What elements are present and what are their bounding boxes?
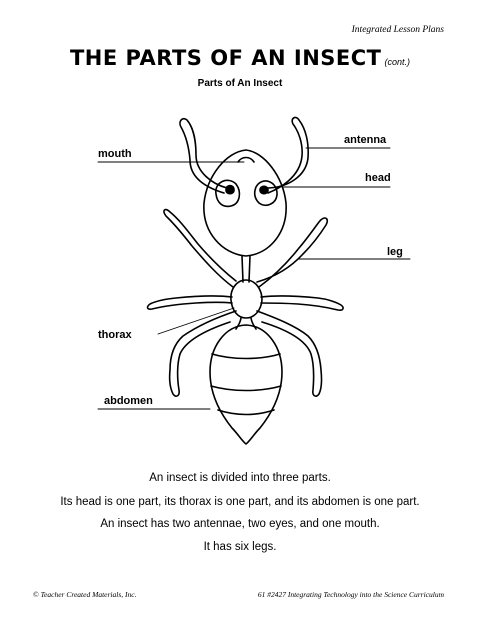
- abdomen-segments: [211, 354, 281, 415]
- body-text-line-2: Its head is one part, its thorax is one part, and its abdomen is one part.: [60, 496, 420, 508]
- neck: [242, 256, 250, 282]
- abdomen-shape: [210, 325, 282, 444]
- mouth-mark: [238, 158, 254, 163]
- running-header: Integrated Lesson Plans: [351, 25, 444, 35]
- label-antenna: antenna: [344, 134, 387, 146]
- waist: [236, 318, 256, 329]
- diagram-subtitle: Parts of An Insect: [197, 78, 283, 89]
- footer-copyright: © Teacher Created Materials, Inc.: [33, 590, 137, 599]
- label-thorax: thorax: [98, 329, 132, 341]
- footer-page-info: 61 #2427 Integrating Technology into the Science Curriculum: [257, 590, 444, 599]
- legs: [148, 210, 344, 397]
- label-head: head: [365, 172, 391, 184]
- body-text-line-3: An insect has two antennae, two eyes, and one mouth.: [100, 518, 380, 530]
- label-leg: leg: [387, 246, 403, 258]
- page-title-cont: (cont.): [384, 57, 411, 67]
- label-leader-lines: [98, 148, 410, 409]
- body-text-line-4: It has six legs.: [203, 541, 277, 553]
- page-title-main: THE PARTS OF AN INSECT: [69, 46, 382, 70]
- label-abdomen: abdomen: [104, 395, 153, 407]
- body-text-line-1: An insect is divided into three parts.: [149, 472, 331, 484]
- thorax-shape: [231, 280, 262, 318]
- label-mouth: mouth: [98, 148, 132, 160]
- antennae: [180, 117, 308, 193]
